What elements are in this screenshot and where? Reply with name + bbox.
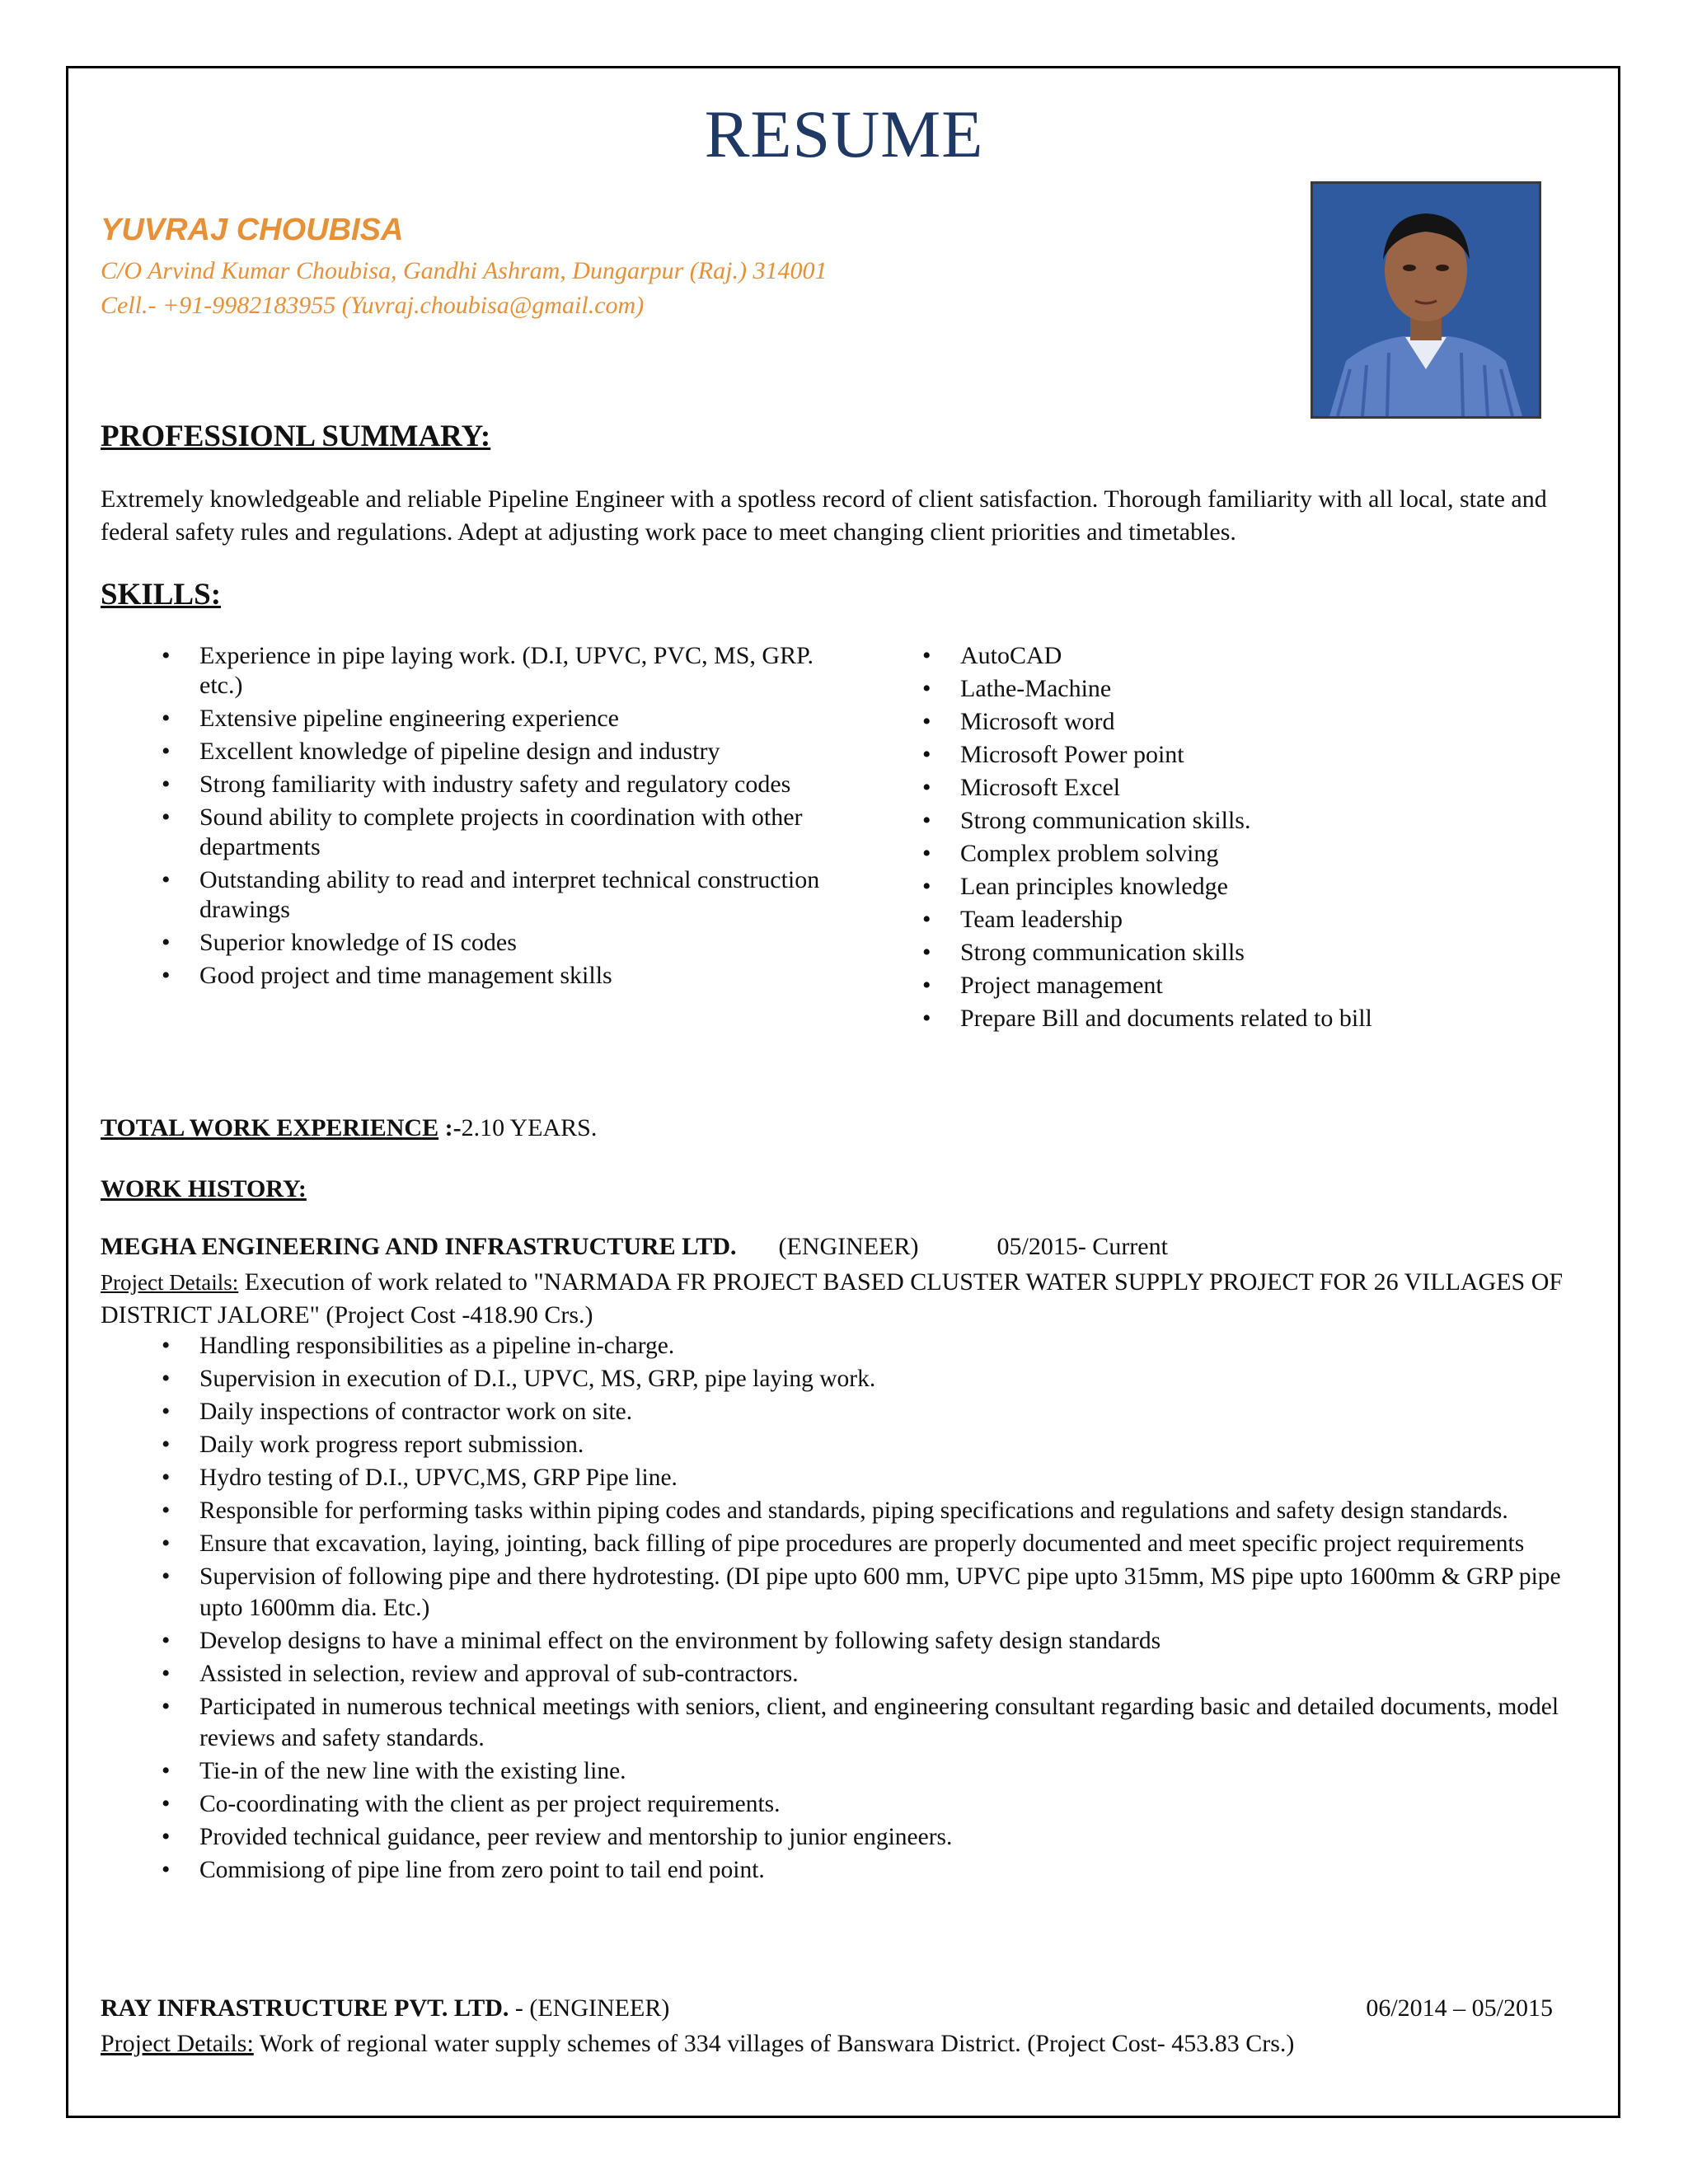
list-item: • Daily inspections of contractor work on site. <box>101 1396 1576 1427</box>
list-item: • Lean principles knowledge <box>861 872 1570 902</box>
list-item: • Co-coordinating with the client as per project requirements. <box>101 1788 1576 1820</box>
job1-company: MEGHA ENGINEERING AND INFRASTRUCTURE LTD. <box>101 1233 737 1260</box>
work-history-heading: WORK HISTORY: <box>101 1175 307 1202</box>
address: C/O Arvind Kumar Choubisa, Gandhi Ashram, Dungarpur (Raj.) 314001 <box>101 257 828 284</box>
total-experience <box>101 1114 597 1142</box>
job2-details-label: Project Details: <box>101 2030 254 2057</box>
list-item: • Good project and time management skills <box>101 961 842 991</box>
profile-photo <box>1311 181 1541 419</box>
skills-heading: SKILLS: <box>101 578 222 612</box>
list-item: • Complex problem solving <box>861 839 1570 869</box>
summary-heading: PROFESSIONL SUMMARY: <box>101 419 491 453</box>
list-item: • Participated in numerous technical meetings with seniors, client, and engineering consultant regarding basic and detailed documents, model reviews and safety standards. <box>101 1691 1576 1754</box>
job2-role: - (ENGINEER) <box>509 1994 670 2022</box>
list-item: • Lathe-Machine <box>861 674 1570 704</box>
list-item: • Project management <box>861 971 1570 1001</box>
list-item: • Develop designs to have a minimal effect on the environment by following safety design standards <box>101 1625 1576 1657</box>
list-item: • Ensure that excavation, laying, jointing, back filling of pipe procedures are properly documented and meet specific project requirements <box>101 1528 1576 1559</box>
list-item: • Extensive pipeline engineering experience <box>101 704 842 733</box>
experience-separator: :- <box>438 1114 462 1141</box>
list-item: • Commisiong of pipe line from zero point to tail end point. <box>101 1854 1576 1886</box>
skills-list-right <box>861 641 1570 1037</box>
job1-header <box>101 1233 1576 1261</box>
page-title: RESUME <box>704 96 984 171</box>
list-item: • Supervision in execution of D.I., UPVC, MS, GRP, pipe laying work. <box>101 1363 1576 1394</box>
job2-dates: 06/2014 – 05/2015 <box>1366 1994 1553 2022</box>
summary-text: Extremely knowledgeable and reliable Pipeline Engineer with a spotless record of client satisfaction. Thorough familiarity with all local, state and federal safety rules and regulations. Adept at adjusting work pace to meet changing client priorities and timetables. <box>101 485 1547 546</box>
list-item: • Experience in pipe laying work. (D.I, UPVC, PVC, MS, GRP. etc.) <box>101 641 842 701</box>
list-item: • Tie-in of the new line with the existing line. <box>101 1755 1576 1787</box>
experience-value: 2.10 YEARS. <box>461 1114 598 1141</box>
contact-info: Cell.- +91-9982183955 (Yuvraj.choubisa@gmail.com) <box>101 292 645 319</box>
experience-label: TOTAL WORK EXPERIENCE <box>101 1114 439 1141</box>
list-item: • AutoCAD <box>861 641 1570 671</box>
job2-details <box>101 2027 1568 2060</box>
list-item: • Strong communication skills <box>861 938 1570 968</box>
job1-details-label: Project Details: <box>101 1270 239 1295</box>
job1-dates: 05/2015- Current <box>996 1233 1168 1260</box>
list-item: • Superior knowledge of IS codes <box>101 928 842 958</box>
skills-list-left <box>101 641 842 994</box>
list-item: • Strong familiarity with industry safety and regulatory codes <box>101 770 842 799</box>
list-item: • Team leadership <box>861 905 1570 935</box>
list-item: • Hydro testing of D.I., UPVC,MS, GRP Pipe line. <box>101 1462 1576 1493</box>
candidate-name: YUVRAJ CHOUBISA <box>101 213 404 247</box>
list-item: • Microsoft Power point <box>861 740 1570 770</box>
list-item: • Supervision of following pipe and there hydrotesting. (DI pipe upto 600 mm, UPVC pipe upto 315mm, MS pipe upto 1600mm & GRP pipe upto 1600mm dia. Etc.) <box>101 1561 1576 1624</box>
list-item: • Outstanding ability to read and interpret technical construction drawings <box>101 865 842 925</box>
list-item: • Daily work progress report submission. <box>101 1429 1576 1460</box>
list-item: • Handling responsibilities as a pipeline in-charge. <box>101 1330 1576 1361</box>
list-item: • Microsoft Excel <box>861 773 1570 803</box>
list-item: • Excellent knowledge of pipeline design and industry <box>101 737 842 766</box>
list-item: • Assisted in selection, review and approval of sub-contractors. <box>101 1658 1576 1690</box>
list-item: • Prepare Bill and documents related to bill <box>861 1004 1570 1033</box>
list-item: • Strong communication skills. <box>861 806 1570 836</box>
job1-details-text: Execution of work related to "NARMADA FR PROJECT BASED CLUSTER WATER SUPPLY PROJECT FOR 26 VILLAGES OF DISTRICT JALORE" (Project Cost -418.90 Crs.) <box>101 1268 1564 1329</box>
list-item: • Responsible for performing tasks within piping codes and standards, piping specifications and regulations and safety design standards. <box>101 1495 1576 1526</box>
job1-responsibilities <box>101 1330 1576 1887</box>
job2-details-text: Work of regional water supply schemes of 334 villages of Banswara District. (Project Cost- 453.83 Crs.) <box>253 2030 1295 2057</box>
job1-details <box>101 1266 1568 1332</box>
job2-header <box>101 1994 1553 2022</box>
job2-company: RAY INFRASTRUCTURE PVT. LTD. <box>101 1994 509 2022</box>
list-item: • Microsoft word <box>861 707 1570 737</box>
list-item: • Sound ability to complete projects in coordination with other departments <box>101 803 842 862</box>
list-item: • Provided technical guidance, peer review and mentorship to junior engineers. <box>101 1821 1576 1853</box>
job1-role: (ENGINEER) <box>778 1233 919 1260</box>
